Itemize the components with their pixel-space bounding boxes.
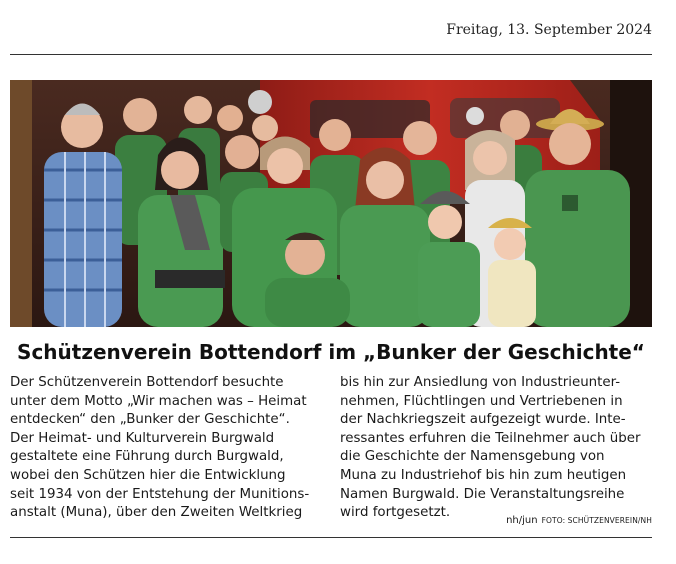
- body-line: entdecken“ den „Bunker der Geschichte“.: [10, 412, 290, 428]
- body-line: Der Heimat- und Kulturverein Burgwald: [10, 430, 275, 446]
- photo-credit-line: [506, 508, 652, 527]
- body-line: nehmen, Flüchtlingen und Vertriebenen in: [340, 393, 623, 409]
- body-line: wobei den Schützen hier die Entwicklung: [10, 467, 286, 483]
- body-line: seit 1934 von der Entstehung der Munitions-: [10, 486, 310, 502]
- publication-date: Freitag, 13. September 2024: [446, 22, 652, 38]
- article-headline: Schützenverein Bottendorf im „Bunker der Geschichte“: [17, 340, 645, 364]
- body-line: die Geschichte der Namensgebung von: [340, 449, 605, 465]
- body-line: ressantes erfuhren die Teilnehmer auch über: [340, 430, 641, 446]
- body-line: unter dem Motto „Wir machen was – Heimat: [10, 393, 307, 409]
- group-photo-illustration: [10, 80, 652, 327]
- photo-credit: FOTO: SCHÜTZENVEREIN/NH: [541, 516, 652, 525]
- body-line: bis hin zur Ansiedlung von Industrieunter-: [340, 375, 621, 390]
- body-line: der Nachkriegszeit aufgezeigt wurde. Inte-: [340, 412, 626, 428]
- article-body: [10, 374, 652, 524]
- body-line: Namen Burgwald. Die Veranstaltungsreihe: [340, 486, 625, 502]
- article-column-left: [10, 374, 322, 523]
- top-rule: [10, 54, 652, 55]
- body-line: gestaltete eine Führung durch Burgwald,: [10, 449, 284, 465]
- article-column-right: [340, 374, 652, 523]
- body-line: wird fortgesetzt.: [340, 505, 451, 521]
- body-line: Muna zu Industriehof bis hin zum heutigen: [340, 467, 627, 483]
- article-photo: [10, 80, 652, 327]
- bottom-rule: [10, 537, 652, 538]
- body-line: Der Schützenverein Bottendorf besuchte: [10, 375, 284, 390]
- author-initials: nh/jun: [506, 515, 538, 526]
- body-line: anstalt (Muna), über den Zweiten Weltkrieg: [10, 505, 303, 521]
